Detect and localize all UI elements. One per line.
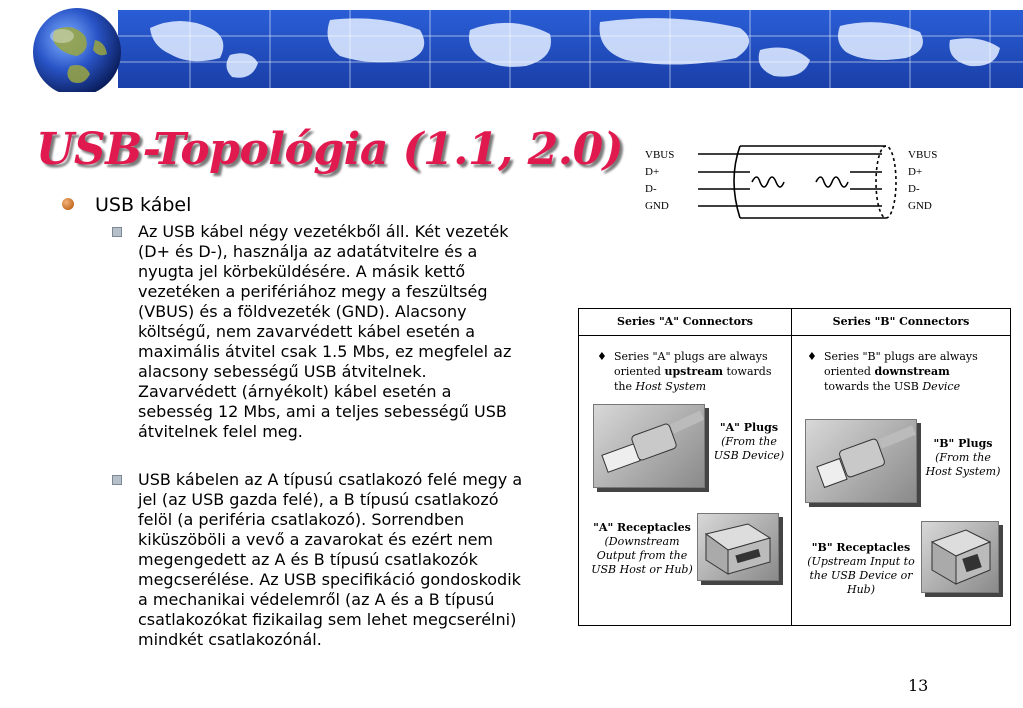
series-a-note-emphasis: upstream	[664, 365, 723, 378]
page-number: 13	[908, 676, 929, 695]
usb-connectors-figure	[578, 308, 1011, 626]
cable-label-right-gnd: GND	[908, 200, 932, 212]
square-bullet-icon	[112, 475, 122, 485]
cable-label-right-dplus: D+	[908, 166, 923, 178]
b-receptacles-title: "B" Receptacles	[811, 541, 911, 554]
diamond-bullet-icon: ♦	[807, 350, 817, 363]
a-receptacle-icon	[698, 514, 778, 580]
usb-cable-diagram	[640, 138, 960, 228]
cable-label-right-vbus: VBUS	[908, 149, 938, 161]
b-receptacles-subtitle: (Upstream Input to the USB Device or Hub)	[807, 555, 915, 596]
series-b-header: Series "B" Connectors	[792, 309, 1010, 336]
a-receptacles-title: "A" Receptacles	[593, 521, 691, 534]
series-a-note-text: Series "A" plugs are always oriented	[614, 350, 768, 378]
series-b-note-emphasis: downstream	[874, 365, 950, 378]
series-a-note-middle: towards the	[614, 365, 772, 393]
series-a-header: Series "A" Connectors	[579, 309, 791, 336]
a-plugs-caption	[709, 421, 789, 463]
globe-icon	[33, 8, 121, 92]
cable-label-left-dplus: D+	[645, 166, 660, 178]
a-receptacles-caption	[587, 521, 697, 577]
cable-wires	[698, 146, 896, 218]
cable-label-left-vbus: VBUS	[645, 149, 675, 161]
b-plugs-title: "B" Plugs	[933, 437, 993, 450]
subbullet-2-text: USB kábelen az A típusú csatlakozó felé megy a jel (az USB gazda felé), a B típusú csatlakozó felöl (a periféria csatlakozó). Sorrendben kiküszöböli a vevő a zavarokat és ezért nem megengedett az A és B típusú csatlakozók megcserélése. Az USB specifikáció gondoskodik a mechanikai védelemről (az A és a B típusú csatlakozókat fizikailag sem lehet megcserélni) mindkét csatlakozónál.	[138, 470, 523, 649]
b-receptacles-caption	[801, 541, 921, 597]
b-plug-icon	[806, 420, 916, 502]
a-receptacles-subtitle: (Downstream Output from the USB Host or Hub)	[591, 535, 693, 576]
b-receptacle-icon	[922, 522, 998, 592]
a-plugs-subtitle: (From the USB Device)	[713, 435, 785, 462]
cable-label-left-dminus: D-	[645, 183, 657, 195]
series-b-note-text: Series "B" plugs are always oriented	[824, 350, 978, 378]
column-divider	[791, 309, 792, 625]
a-plug-icon	[594, 405, 704, 487]
a-receptacle-photo	[697, 513, 779, 581]
slide-title: USB-Topológia (1.1, 2.0)	[36, 124, 624, 175]
bullet-label: USB kábel	[95, 194, 192, 216]
b-plug-photo	[805, 419, 917, 503]
world-map-banner	[0, 0, 1023, 92]
series-a-note-host: Host System	[635, 380, 707, 393]
series-b-note-device: Device	[922, 380, 961, 393]
subbullet-1-text: Az USB kábel négy vezetékből áll. Két vezeték (D+ és D-), használja az adatátvitelre és a nyugta jel körbeküldésére. A másik kettő vezetéken a perifériához megy a feszültség (VBUS) és a földvezeték (GND). Alacsony költségű, nem zavarvédett kábel esetén a maximális átvitel csak 1.5 Mbs, ez megfelel az alacsony sebességű USB átvitelnek. Zavarvédett (árnyékolt) kábel esetén a sebesség 12 Mbs, ami a teljes sebességű USB átvitelnek felel meg.	[138, 222, 512, 441]
a-plugs-title: "A" Plugs	[719, 421, 779, 434]
series-b-note-middle: towards the USB	[824, 380, 923, 393]
b-plugs-subtitle: (From the Host System)	[925, 451, 1001, 478]
cable-label-right-dminus: D-	[908, 183, 920, 195]
a-plug-photo	[593, 404, 705, 488]
bullet-dot-icon	[62, 198, 74, 210]
cable-label-left-gnd: GND	[645, 200, 669, 212]
b-receptacle-photo	[921, 521, 999, 593]
square-bullet-icon	[112, 227, 122, 237]
diamond-bullet-icon: ♦	[597, 350, 607, 363]
b-plugs-caption	[921, 437, 1005, 479]
